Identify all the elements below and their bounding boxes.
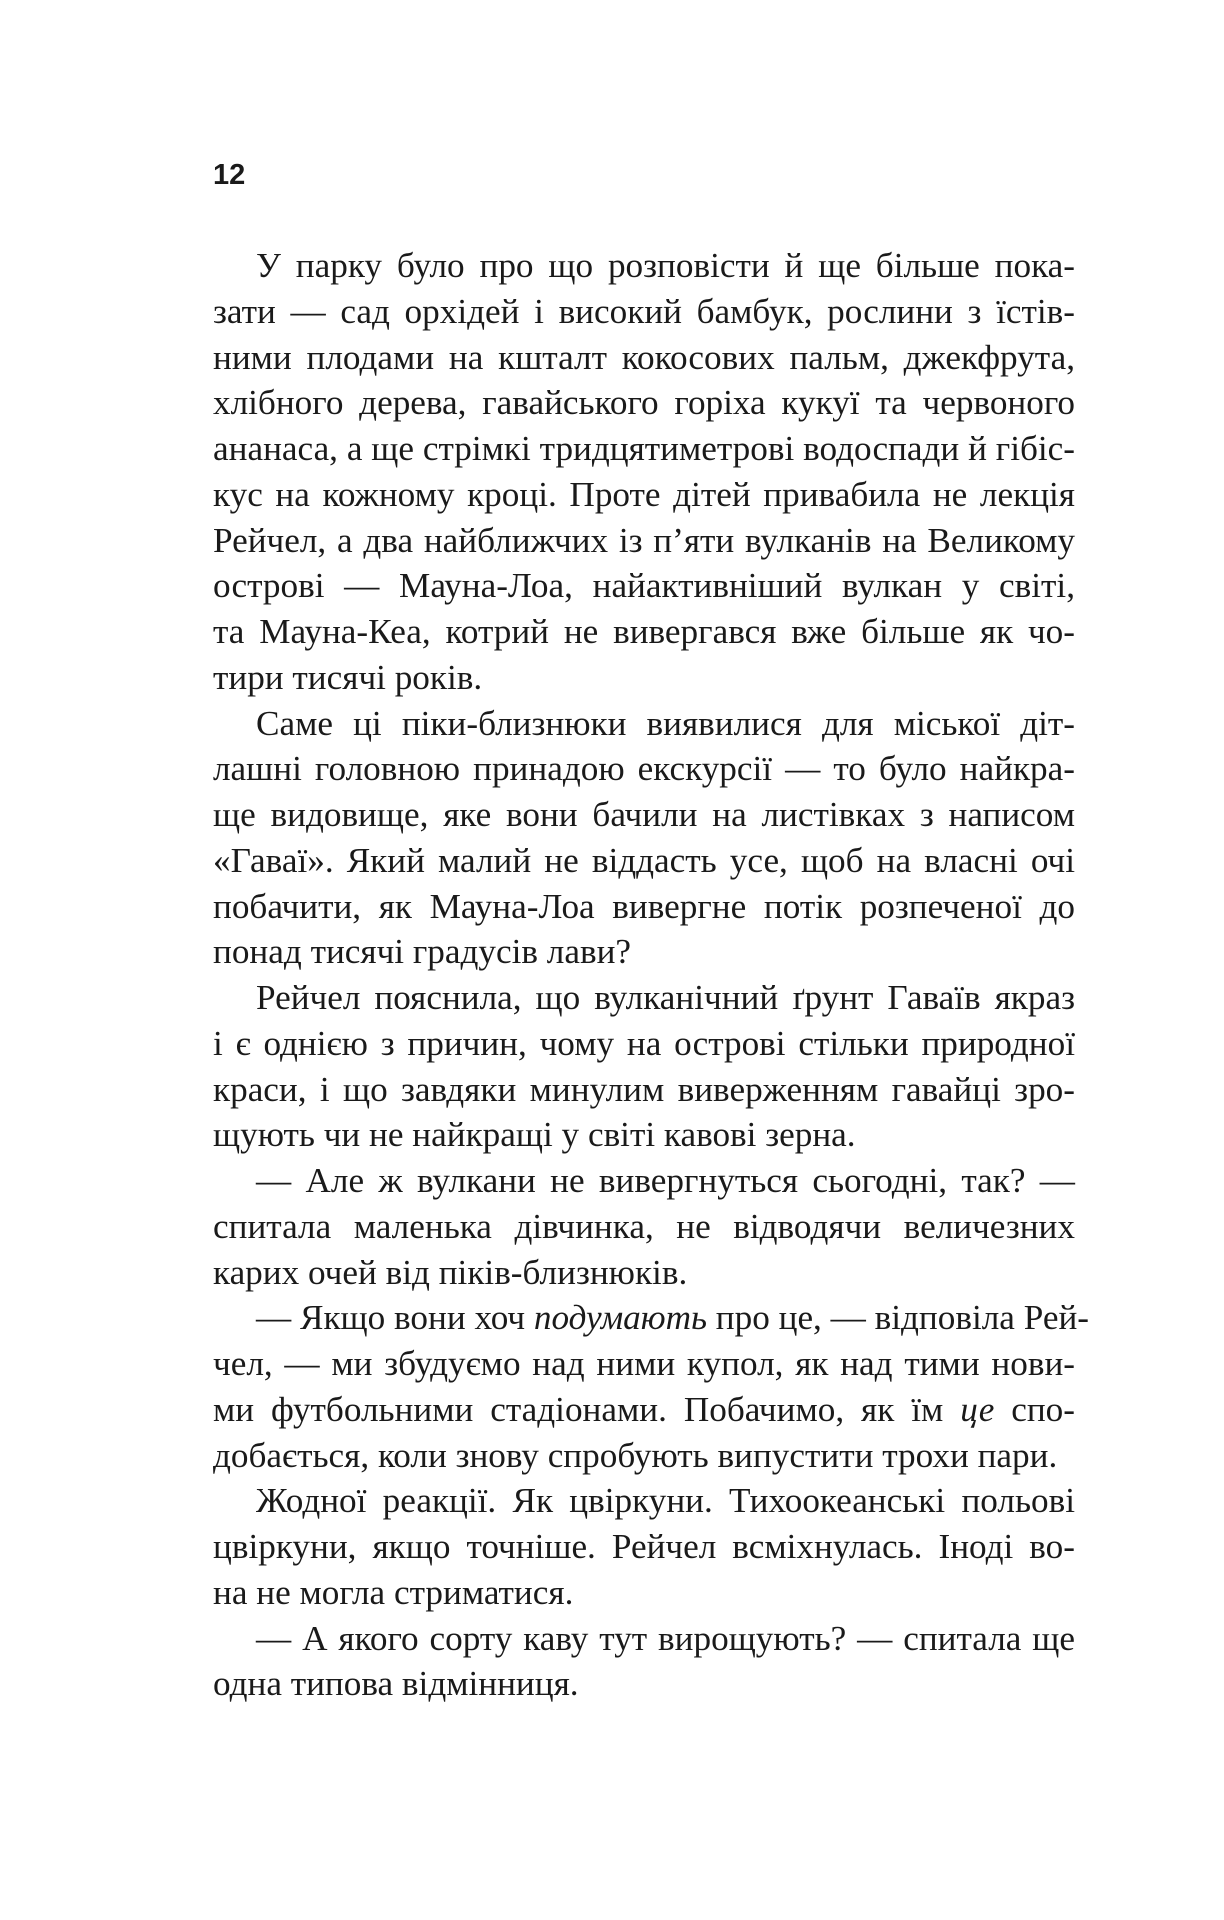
text-line: чел, — ми збудуємо над ними купол, як над тими нови- <box>213 1344 1075 1383</box>
text-line: Рейчел пояснила, що вулканічний ґрунт Гаваїв якраз <box>256 978 1075 1017</box>
paragraph <box>213 701 1075 976</box>
paragraph <box>213 975 1075 1158</box>
text-line: одна типова відмінниця. <box>213 1664 579 1704</box>
text-line: цвіркуни, якщо точніше. Рейчел всміхнулась. Іноді во- <box>213 1527 1075 1566</box>
text-line: острові — Мауна-Лоа, найактивніший вулкан у світі, <box>213 566 1075 606</box>
text-segment: ми футбольними стадіонами. Побачимо, як їм <box>213 1389 961 1429</box>
text-line <box>213 1295 1089 1341</box>
text-line: ананаса, а ще стрімкі тридцятиметрові водоспади й гібіс- <box>213 429 1075 468</box>
text-segment: про це, — відповіла Рей- <box>707 1298 1089 1338</box>
text-line: зати — сад орхідей і високий бамбук, рослини з їстів- <box>213 291 1075 331</box>
text-segment: спо- <box>994 1389 1075 1429</box>
paragraph <box>213 1295 1089 1478</box>
text-line: ще видовище, яке вони бачили на листівках з написом <box>213 795 1075 834</box>
text-line: щують чи не найкращі у світі кавові зерна. <box>213 1115 856 1155</box>
text-line: лашні головною принадою екскурсії — то було найкра- <box>213 749 1075 789</box>
text-line: — Але ж вулкани не вивергнуться сьогодні, так? — <box>256 1161 1075 1200</box>
text-line: побачити, як Мауна-Лоа вивергне потік розпеченої до <box>213 886 1075 926</box>
text-line: «Гаваї». Який малий не віддасть усе, щоб на власні очі <box>213 840 1075 880</box>
text-line: ними плодами на кшталт кокосових пальм, джекфрута, <box>213 337 1075 377</box>
text-line: тири тисячі років. <box>213 657 483 697</box>
paragraph <box>213 1478 1075 1615</box>
emphasis-text: подумають <box>533 1298 707 1338</box>
text-line: спитала маленька дівчинка, не відводячи величезних <box>213 1206 1075 1246</box>
text-line <box>213 1387 1075 1433</box>
body-text <box>213 243 1089 1707</box>
text-line: Рейчел, а два найближчих із п’яти вулканів на Великому <box>213 520 1075 560</box>
page-number: 12 <box>213 159 246 191</box>
text-line: У парку було про що розповісти й ще більше пока- <box>256 246 1075 285</box>
text-line: Саме ці піки-близнюки виявилися для міської діт- <box>256 703 1075 743</box>
text-line: Жодної реакції. Як цвіркуни. Тихоокеанські польові <box>256 1481 1075 1521</box>
text-line: краси, і що завдяки минулим виверженням гавайці зро- <box>213 1069 1075 1109</box>
text-line: кус на кожному кроці. Проте дітей привабила не лекція <box>213 474 1075 514</box>
text-line: та Мауна-Кеа, котрий не вивергався вже більше як чо- <box>213 612 1075 651</box>
text-segment: — Якщо вони хоч <box>256 1298 534 1338</box>
text-line: понад тисячі градусів лави? <box>213 932 632 972</box>
paragraph <box>213 1158 1075 1295</box>
text-line: добається, коли знову спробують випустити трохи пари. <box>213 1435 1058 1475</box>
emphasis-text: це <box>960 1389 995 1429</box>
text-line: на не могла стриматися. <box>213 1572 574 1612</box>
paragraph <box>213 243 1075 701</box>
paragraph <box>213 1616 1075 1708</box>
text-line: карих очей від піків-близнюків. <box>213 1252 688 1292</box>
text-line: хлібного дерева, гавайського горіха кукуї та червоного <box>213 383 1075 423</box>
text-line: — А якого сорту каву тут вирощують? — спитала ще <box>256 1618 1075 1658</box>
text-line: і є однією з причин, чому на острові стільки природної <box>213 1023 1075 1063</box>
